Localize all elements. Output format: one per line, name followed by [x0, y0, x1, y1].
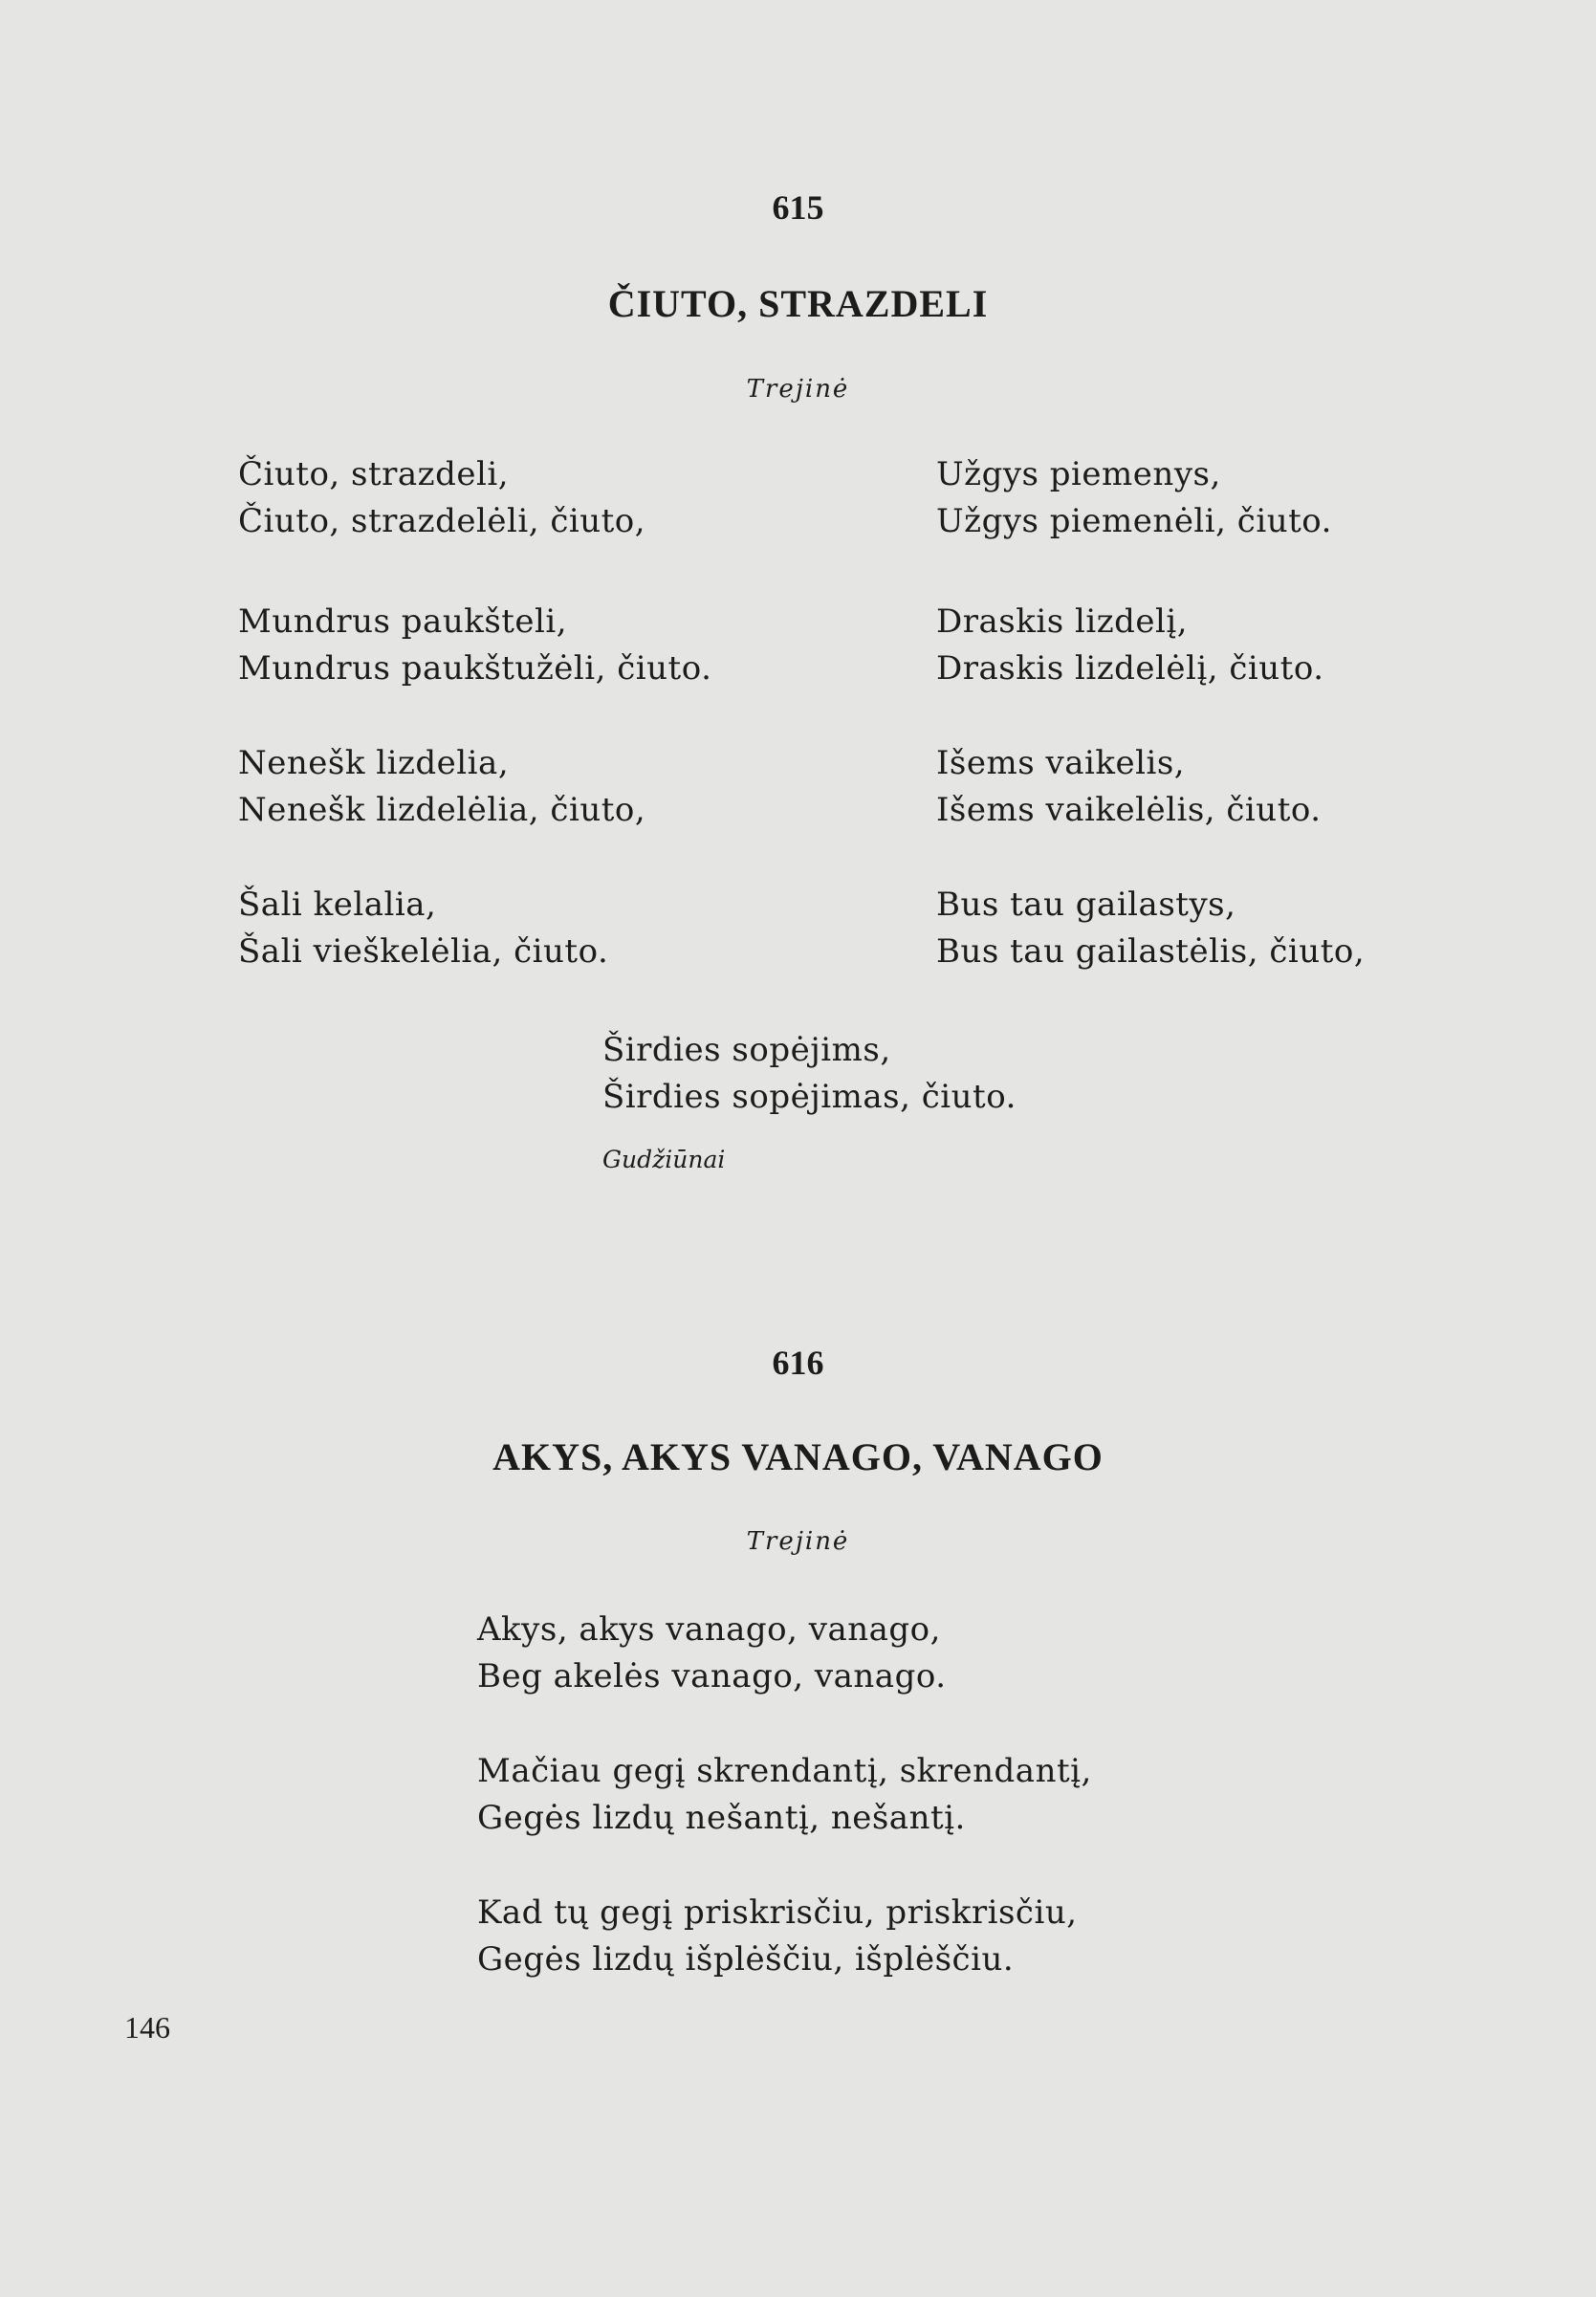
verse-line: Šali vieškelėlia, čiuto. — [238, 932, 609, 971]
verse-line: Bus tau gailastys, — [936, 886, 1236, 924]
song-615-left-stanza-4 — [238, 882, 608, 975]
verse-line: Čiuto, strazdelėli, čiuto, — [238, 502, 646, 540]
verse-line: Mundrus paukštužėli, čiuto. — [238, 649, 712, 688]
verse-line: Mačiau gegį skrendantį, skrendantį, — [477, 1752, 1092, 1790]
song-615-left-stanza-1 — [238, 451, 645, 545]
verse-line: Beg akelės vanago, vanago. — [477, 1657, 947, 1695]
song-616-number: 616 — [772, 1344, 824, 1382]
song-615-right-stanza-2 — [936, 599, 1324, 692]
verse-line: Užgys piemenėli, čiuto. — [936, 502, 1332, 540]
verse-line: Širdies sopėjims, — [602, 1031, 891, 1069]
verse-line: Mundrus paukšteli, — [238, 602, 568, 641]
song-615-number: 615 — [772, 188, 824, 227]
song-615-subtitle: Trejinė — [746, 375, 850, 404]
verse-line: Gegės lizdų išplėščiu, išplėščiu. — [477, 1940, 1015, 1979]
verse-line: Bus tau gailastėlis, čiuto, — [936, 932, 1366, 971]
song-615-final-stanza — [602, 1027, 1017, 1121]
page-number: 146 — [124, 2010, 170, 2045]
verse-line: Kad tų gegį priskrisčiu, priskrisčiu, — [477, 1893, 1078, 1932]
verse-line: Nenešk lizdelia, — [238, 744, 510, 782]
verse-line: Užgys piemenys, — [936, 455, 1221, 493]
song-616-title: AKYS, AKYS VANAGO, VANAGO — [492, 1435, 1104, 1478]
song-615-right-stanza-1 — [936, 451, 1332, 545]
song-616-subtitle: Trejinė — [746, 1527, 850, 1556]
verse-line: Draskis lizdelį, — [936, 602, 1189, 641]
verse-line: Akys, akys vanago, vanago, — [477, 1610, 941, 1649]
song-616-stanza-2 — [477, 1748, 1092, 1842]
song-616-stanza-1 — [477, 1607, 947, 1700]
song-615-place: Gudžiūnai — [602, 1146, 726, 1173]
verse-line: Išems vaikelis, — [936, 744, 1186, 782]
song-615-right-stanza-3 — [936, 740, 1322, 834]
song-615-title: ČIUTO, STRAZDELI — [607, 282, 989, 325]
verse-line: Šali kelalia, — [238, 886, 437, 924]
verse-line: Draskis lizdelėlį, čiuto. — [936, 649, 1324, 688]
verse-line: Širdies sopėjimas, čiuto. — [602, 1078, 1017, 1116]
song-615-left-stanza-2 — [238, 599, 711, 692]
verse-line: Išems vaikelėlis, čiuto. — [936, 791, 1322, 829]
verse-line: Nenešk lizdelėlia, čiuto, — [238, 791, 646, 829]
verse-line: Gegės lizdų nešantį, nešantį. — [477, 1799, 966, 1837]
song-616-stanza-3 — [477, 1890, 1078, 1983]
song-615-right-stanza-4 — [936, 882, 1365, 975]
song-615-left-stanza-3 — [238, 740, 645, 834]
verse-line: Čiuto, strazdeli, — [238, 455, 510, 493]
